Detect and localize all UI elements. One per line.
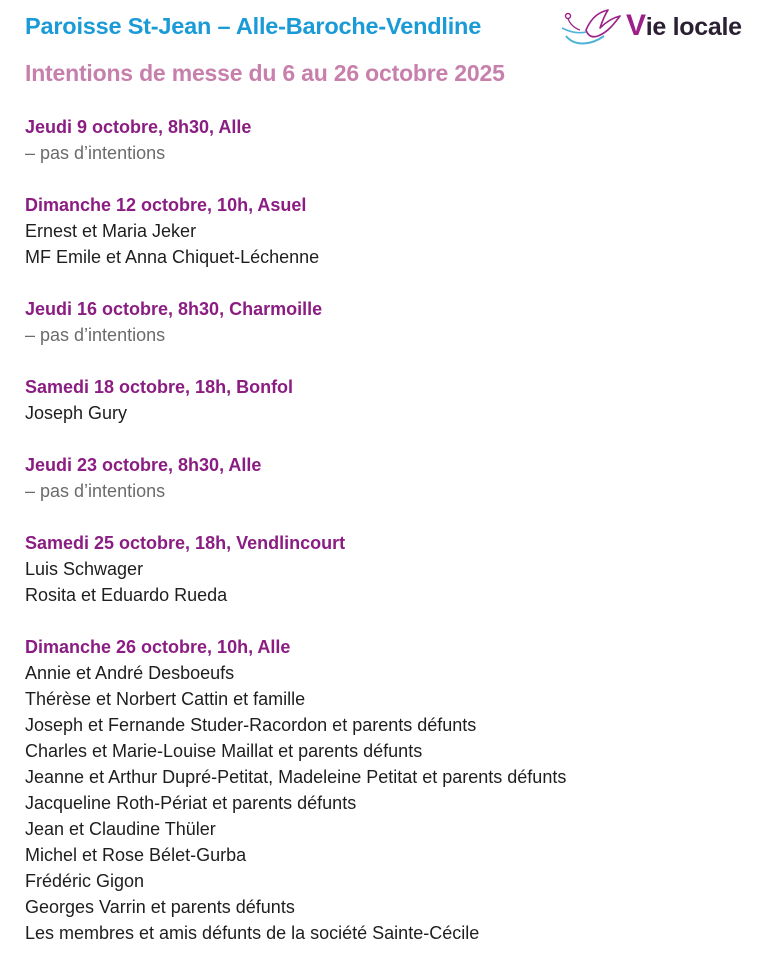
- logo-wordmark: [626, 9, 742, 43]
- mass-entry: [25, 114, 755, 166]
- mass-heading: Jeudi 16 octobre, 8h30, Charmoille: [25, 299, 323, 319]
- intention-line: Charles et Marie-Louise Maillat et parents défunts: [25, 741, 423, 761]
- logo-rest: ie locale: [645, 13, 742, 41]
- intention-line: Joseph Gury: [25, 403, 128, 423]
- mass-entry: [25, 192, 755, 270]
- no-intentions-text: – pas d’intentions: [25, 481, 166, 501]
- intention-line: Jean et Claudine Thüler: [25, 819, 216, 839]
- mass-heading: Jeudi 9 octobre, 8h30, Alle: [25, 117, 252, 137]
- intention-line: Rosita et Eduardo Rueda: [25, 585, 228, 605]
- intention-line: Annie et André Desboeufs: [25, 663, 235, 683]
- no-intentions-text: – pas d’intentions: [25, 143, 166, 163]
- mass-entry: [25, 634, 755, 946]
- mass-entry: [25, 374, 755, 426]
- page-subtitle: Intentions de messe du 6 au 26 octobre 2025: [25, 60, 505, 86]
- intention-line: Michel et Rose Bélet-Gurba: [25, 845, 247, 865]
- no-intentions-text: – pas d’intentions: [25, 325, 166, 345]
- intention-line: Jacqueline Roth-Périat et parents défunts: [25, 793, 357, 813]
- mass-entry: [25, 296, 755, 348]
- intention-line: Jeanne et Arthur Dupré-Petitat, Madeleine Petitat et parents défunts: [25, 767, 567, 787]
- intention-line: Luis Schwager: [25, 559, 144, 579]
- vie-locale-logo: [560, 2, 760, 50]
- mass-heading: Samedi 25 octobre, 18h, Vendlincourt: [25, 533, 346, 553]
- mass-heading: Dimanche 12 octobre, 10h, Asuel: [25, 195, 307, 215]
- intention-line: Joseph et Fernande Studer-Racordon et parents défunts: [25, 715, 477, 735]
- mass-heading: Samedi 18 octobre, 18h, Bonfol: [25, 377, 294, 397]
- intention-line: Frédéric Gigon: [25, 871, 145, 891]
- mass-heading: Jeudi 23 octobre, 8h30, Alle: [25, 455, 262, 475]
- mass-intentions-list: [25, 114, 755, 972]
- logo-initial: V: [626, 9, 646, 42]
- intention-line: Georges Varrin et parents défunts: [25, 897, 295, 917]
- mass-entry: [25, 452, 755, 504]
- intention-line: Les membres et amis défunts de la société Sainte-Cécile: [25, 923, 480, 943]
- mass-heading: Dimanche 26 octobre, 10h, Alle: [25, 637, 291, 657]
- intention-line: Thérèse et Norbert Cattin et famille: [25, 689, 306, 709]
- parish-title: Paroisse St-Jean – Alle-Baroche-Vendline: [25, 13, 482, 39]
- mass-entry: [25, 530, 755, 608]
- intention-line: MF Emile et Anna Chiquet-Léchenne: [25, 247, 320, 267]
- intention-line: Ernest et Maria Jeker: [25, 221, 197, 241]
- dove-icon: [560, 6, 630, 50]
